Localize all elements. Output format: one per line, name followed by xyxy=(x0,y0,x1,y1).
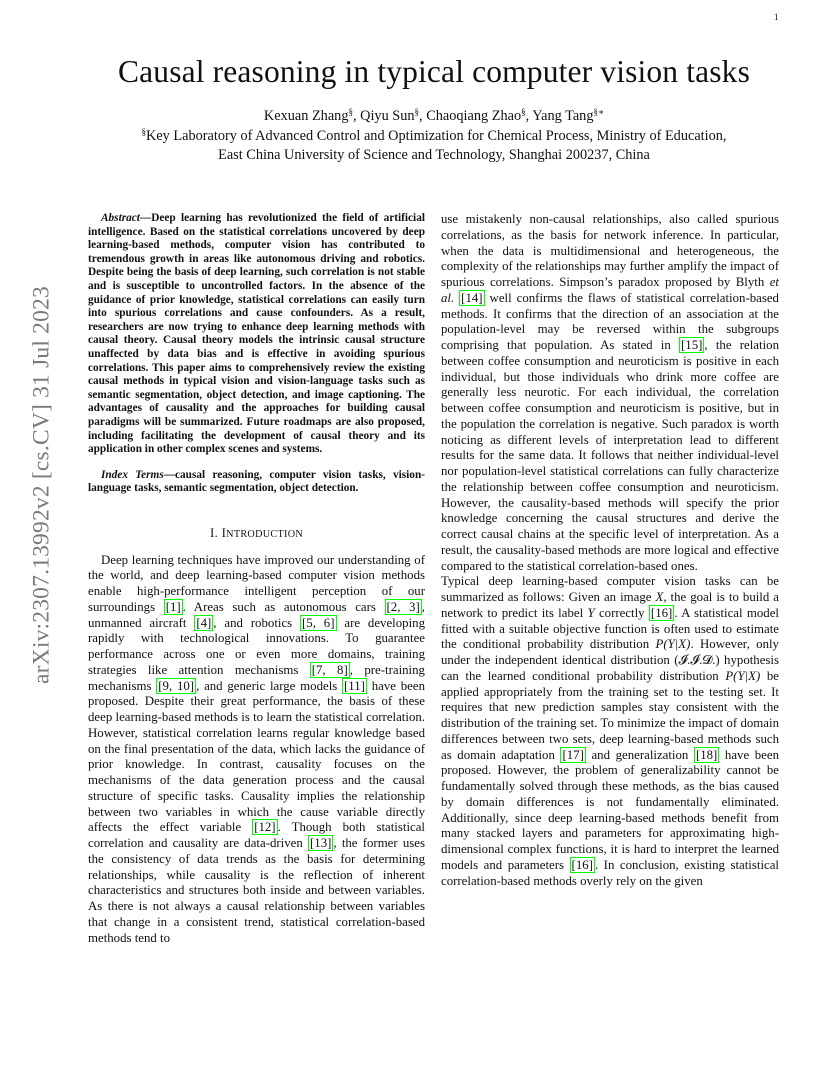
author-4: Yang Tang xyxy=(532,108,594,124)
corresponding-mark: §∗ xyxy=(593,107,605,117)
affiliation-mark: § xyxy=(141,127,146,137)
citation-link[interactable]: [17] xyxy=(562,747,584,762)
intro-paragraph: Deep learning techniques have improved our understanding of the world, and deep learning-based computer vision methods enable high-performance intelligent perception of our surroundings [1] . Areas such as autonomous cars [2, 3] , unmanned aircraft [4] , and robotics [5, 6] are developing rapidly with technological innovations. To guarantee performance across one or even more domains, training strategies like attention mechanisms [7, 8] , pre-training mechanisms [9, 10] , and generic large models [11] have been proposed. Despite their great performance, the basis of these deep learning-based methods is to learn the statistical correlation. However, statistical correlation learns regular knowledge based on the final presentation of the data, which lacks the guidance of prior knowledge. In contrast, causality focuses on the mechanisms of the data generation process and the causal structure of specific tasks. Causality implies the relationship between two variables in which the cause variable directly affects the effect variable [12] . Though both statistical correlation and causality are data-driven [13] , the former uses the consistency of data trends as the basis for determining relationships, while causality is the reflection of inherent characteristics and structures both inside and between variables. As there is not always a causal relationship between variables that change in a consistent trend, statistical correlation-based methods tend to xyxy=(88,552,425,945)
abstract-text: —Deep learning has revolutionized the field of artificial intelligence. Based on the statistical correlations uncovered by deep learning-based methods, computer vision has contributed to tremendous growth in areas like autonomous driving and robotics. Despite being the basis of deep learning, such correlation is not stable and is susceptible to uncontrolled factors. In the absence of the guidance of prior knowledge, statistical correlations can easily turn into spurious correlations and cause confounders. As a result, researchers are now trying to enhance deep learning methods with causal theory. Causal theory models the intrinsic causal structure unaffected by data bias and is effective in avoiding spurious correlations. This paper aims to comprehensively review the existing causal methods in typical vision and vision-language tasks such as semantic segmentation, object detection, and image captioning. The advantages of causality and the approaches for building causal paradigms will be summarized. Future roadmaps are also proposed, including facilitating the development of causal theory and its application in other complex scenes and systems. xyxy=(88,212,425,456)
math-conditional-probability: P(Y|X) xyxy=(655,637,691,652)
math-conditional-probability: P(Y|X) xyxy=(725,668,761,683)
page-number: 1 xyxy=(774,12,779,22)
citation-link[interactable]: [7, 8] xyxy=(311,662,348,677)
author-list: Kexuan Zhang§, Qiyu Sun§, Chaoqiang Zhao§, Yang Tang§∗ xyxy=(263,107,605,124)
citation-link[interactable]: [1] xyxy=(165,599,181,614)
citation-link[interactable]: [14] xyxy=(461,290,483,305)
arxiv-stamp-text: arXiv:2307.13992v2 [cs.CV] 31 Jul 2023 xyxy=(28,286,55,684)
citation-link[interactable]: [9, 10] xyxy=(158,678,195,693)
left-column xyxy=(88,212,425,946)
affiliation xyxy=(0,127,828,165)
paragraph-typical-tasks: Typical deep learning-based computer vision tasks can be summarized as follows: Given an image X, the goal is to build a network to predict its label Y correctly [16] . A statistical model fitted with a suitable objective function is often used to estimate the conditional probability distribution P(Y|X). However, only under the independent identical distribution (𝓘.𝓘.𝓓.) hypothesis can the learned conditional probability distribution P(Y|X) be applied appropriately from the training set to the testing set. It requires that new prediction samples stay consistent with the distribution of the training set. To minimize the impact of domain differences between two sets, deep learning-based methods such as domain adaptation [17] and generalization [18] have been proposed. However, the problem of generalizability cannot be fundamentally solved through these methods, as the bias caused by domain differences is not fundamentally eliminated. Additionally, since deep learning-based methods benefit from many stacked layers and parameters for approximating high-dimensional complex functions, it is hard to interpret the learned models and parameters [16] . In conclusion, existing statistical correlation-based methods overly rely on the given xyxy=(441,574,780,888)
index-terms-lead: Index Terms xyxy=(101,468,164,481)
section-heading-introduction: I. INTRODUCTION xyxy=(209,525,304,540)
citation-link[interactable]: [13] xyxy=(310,836,332,851)
index-terms-text: —causal reasoning, computer vision tasks, vision-language tasks, semantic segmentation, object detection. xyxy=(88,468,425,495)
author-2: Qiyu Sun xyxy=(360,108,415,124)
affiliation-line-2: East China University of Science and Technology, Shanghai 200237, China xyxy=(218,147,650,163)
citation-link[interactable]: [16] xyxy=(571,857,593,872)
affiliation-mark: § xyxy=(521,107,526,117)
math-y: Y xyxy=(587,605,595,620)
citation-link[interactable]: [18] xyxy=(695,747,718,762)
citation-link[interactable]: [12] xyxy=(254,820,276,835)
citation-link[interactable]: [16] xyxy=(650,605,673,620)
index-terms xyxy=(88,469,425,496)
affiliation-line-1: §Key Laboratory of Advanced Control and Optimization for Chemical Process, Ministry of Education, xyxy=(141,127,727,144)
paragraph-simpsons-paradox: use mistakenly non-causal relationships, also called spurious correlations, as the basis for network inference. In particular, when the data is multidimensional and heterogeneous, the complexity of the relationships may further amplify the impact of spurious correlations. Simpson’s paradox proposed by Blyth et al. [14] well confirms the flaws of statistical correlation-based methods. It confirms that the direction of an association at the population-level may be reversed within the subgroups comprising that population. As stated in [15] , the relation between coffee consumption and neuroticism is positive in each individual, but those individuals who drink more coffee are generally less neurotic. For each individual, the correlation between coffee consumption and neuroticism is positive, but in the population the correlation is negative. Such paradox is worth noticing as different levels of interpretation lead to different results for the same data. It follows that neither individual-level nor population-level statistical correlations can fully characterize the relationship between coffee consumption and neuroticism. However, the causality-based methods will specify the prior knowledge concerning the causal structures and derive the correct causal chains at the specific level of interpretation. As a result, the causality-based methods are more logical and effective compared to the statistical correlation-based ones. xyxy=(441,212,779,573)
citation-link[interactable]: [11] xyxy=(344,678,365,693)
abstract xyxy=(88,212,425,457)
math-x: X xyxy=(655,590,664,604)
abstract-lead: Abstract xyxy=(101,212,140,224)
citation-link[interactable]: [15] xyxy=(681,338,703,352)
math-iid: 𝓘.𝓘.𝓓. xyxy=(678,653,716,667)
affiliation-mark: § xyxy=(348,107,353,117)
author-3: Chaoqiang Zhao xyxy=(426,108,522,124)
right-column xyxy=(441,212,779,889)
affiliation-mark: § xyxy=(414,107,420,117)
citation-link[interactable]: [2, 3] xyxy=(386,599,420,614)
citation-link[interactable]: [4] xyxy=(196,615,212,630)
paper-title: Causal reasoning in typical computer vision tasks xyxy=(118,54,750,89)
author-1: Kexuan Zhang xyxy=(263,108,349,124)
citation-link[interactable]: [5, 6] xyxy=(302,615,335,630)
